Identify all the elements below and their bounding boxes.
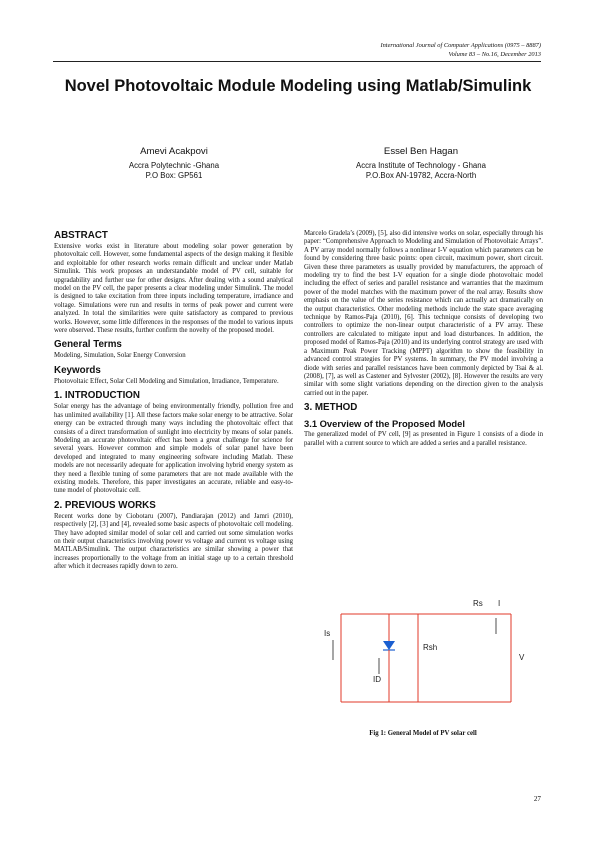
author-2 [301, 147, 541, 181]
author-address: P.O.Box AN-19782, Accra-North [365, 171, 477, 180]
author-1 [54, 147, 294, 181]
abstract-heading: ABSTRACT [54, 230, 108, 241]
left-column [54, 230, 293, 576]
pv-circuit-diagram [313, 592, 543, 722]
author-address: P.O Box: GP561 [145, 171, 203, 180]
introduction-heading: 1. INTRODUCTION [54, 390, 140, 402]
method-heading: 3. METHOD [304, 402, 358, 414]
diode-icon [383, 614, 395, 702]
is-label: Is [324, 629, 331, 638]
running-header [380, 41, 541, 59]
header-rule [53, 61, 541, 62]
previous-works-text-cont: Marcelo Gradela’s (2009), [5], also did intensive works on solar, especially through his paper: “Comprehensive Approach to Modeling and Simulation of Photovoltaic Arrays”. A PV array model normally follows a nonlinear I-V equation which parameters can be found by considering three basic points: open circuit, maximum power, short circuit. Given these three parameters as usually provided by manufacturers, the approach of modeling try to find the best I-V equation for a single diode photovoltaic model including the effect of series and parallel resistance and warranties that the maximum power of the model matches with the maximum power of the real array. Results show emphasis on the value of the series resistance which can actually act dramatically on the output characteristics. Other modeling methods include the state space averaging technique by Ramos-Paja (2010), [6]. This technique consists of developing two controllers to optimize the non-linear output characteristic of a PV array. These controllers are calculated to mitigate input and load disturbances. In addition, the proposed model of Ramos-Paja (2010) and its underlying control strategy are used with a Maximum Peak Power Tracking (MPPT) algorithm to show the feasibility in advanced control strategies for PV systems. In summary, the PV model involving a diode with series and parallel resistances have been commonly depicted by Tsai & al. (2008), [7], as well as Castener and Sylvester (2002), [8]. However the results are very similar with some slight variations depending on the direction given to the analysis carried out in the paper. [304, 230, 543, 397]
journal-volume: Volume 83 – No.16, December 2013 [448, 51, 541, 58]
rsh-label: Rsh [423, 643, 438, 652]
rs-label: Rs [473, 599, 483, 608]
page-number: 27 [533, 795, 541, 803]
method-text: The generalized model of PV cell, [9] as presented in Figure 1 consists of a diode in parallel with a current source to which are added a series and a parallel resistance. [304, 431, 543, 447]
previous-works-text: Recent works done by Ciobotaru (2007), Pandiarajan (2012) and Jamri (2010), respectively [2], [3] and [4], revealed some basic aspects of photovoltaic cell modeling. They have adopted similar model of solar cell and carried out some simulation works on their output characteristics involving power vs voltage and current vs voltage using MATLAB/Simulink. The output characteristics are similar showing a power that increases proportionally to the voltage from an initial stage up to a certain threshold after which it decreases rapidly down to zero. [54, 512, 293, 571]
right-column [304, 230, 543, 452]
abstract-text: Extensive works exist in literature about modeling solar power generation by photovoltaic cell. However, some fundamental aspects of the design making it flexible and exploitable for other research works remain difficult and unclear under Matlab Simulink. This work proposes an understandable model of PV cell, suitable for upgradability and further use for other designs. After dealing with a sound analytical model on the PV cell, the paper presents a clear modeling under Simulink. The model is designed to take excitation from three inputs including temperature, irradiance and voltage. Simulations were run and results in terms of peak power and current were analyzed. In total the similarities were quite satisfactory as compared to previous works. However, some little differences in the responses of the model to various inputs were observed. These results, further confirm the novelty of the proposed model. [54, 243, 293, 335]
journal-name: International Journal of Computer Applications (0975 – 8887) [380, 42, 541, 49]
method-subheading: 3.1 Overview of the Proposed Model [304, 418, 465, 430]
v-label: V [519, 653, 525, 662]
author-affiliation: Accra Polytechnic -Ghana [128, 161, 220, 170]
author-affiliation: Accra Institute of Technology - Ghana [356, 161, 486, 170]
paper-title: Novel Photovoltaic Module Modeling using Matlab/Simulink [64, 77, 532, 95]
id-label: ID [373, 675, 381, 684]
keywords-heading: Keywords [54, 364, 101, 376]
introduction-text: Solar energy has the advantage of being environmentally friendly, pollution free and has unlimited availability [1]. All these factors make solar energy to be attractive. Solar energy can be extracted through many ways including the photovoltaic effect that consists of a direct transformation of sunlight into electricity by means of solar panels. Modeling an accurate photovoltaic effect has been a great challenge for science for several years. However common and simple models of solar panel have been developed and integrated to many engineering software including Matlab. These models are not necessarily adequate for application involving hybrid energy system as they need a flexible tuning of some parameters that are not made available with the existing models. Therefore, this paper investigates an accurate, reliable and easy-to-tune model of photovoltaic cell. [54, 403, 293, 495]
figure-caption: Fig 1: General Model of PV solar cell [369, 730, 477, 737]
author-name: Essel Ben Hagan [383, 146, 459, 157]
previous-works-heading: 2. PREVIOUS WORKS [54, 499, 156, 511]
general-terms-heading: General Terms [54, 339, 122, 351]
i-label: I [498, 599, 501, 608]
author-name: Amevi Acakpovi [140, 146, 208, 157]
circuit-wires [341, 614, 511, 702]
keywords-text: Photovoltaic Effect, Solar Cell Modeling and Simulation, Irradiance, Temperature. [54, 377, 279, 385]
general-terms-text: Modeling, Simulation, Solar Energy Conversion [54, 352, 186, 360]
